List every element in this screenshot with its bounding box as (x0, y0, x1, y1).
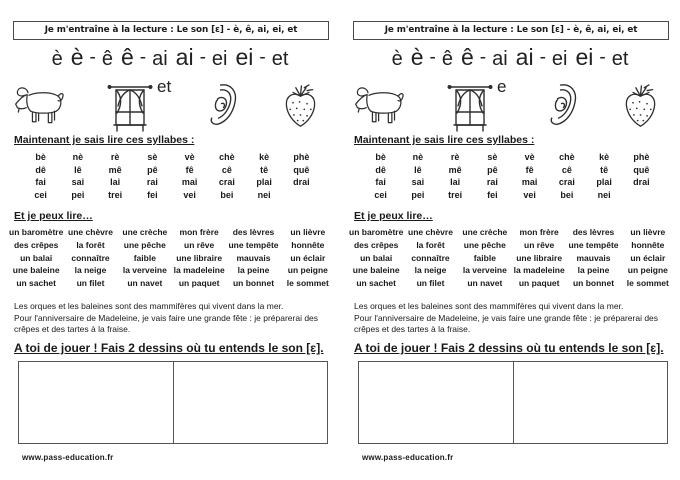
reading-sentences (14, 301, 322, 336)
word-cell: un bonnet (232, 278, 275, 289)
syllable-cell: bè (35, 152, 46, 162)
letters-row (340, 44, 680, 71)
word-cell: connaître (411, 252, 450, 263)
syllable-cell: lai (110, 177, 121, 188)
word-cell: un navet (467, 278, 503, 289)
words-heading: Et je peux lire… (14, 210, 93, 222)
syllable-cell: pê (147, 164, 158, 175)
letter-separator: - (599, 47, 606, 68)
syllable-cell: dê (375, 164, 386, 175)
syllable-cell: cei (374, 189, 387, 200)
word-cell: la verveine (122, 265, 167, 276)
grapheme: è (51, 48, 63, 70)
drawing-cell-2[interactable] (174, 362, 328, 443)
word-cell: mon frère (179, 227, 219, 237)
word-cell: des crêpes (353, 239, 399, 250)
syllable-cell: fai (35, 177, 46, 188)
syllable-cell: sè (487, 152, 498, 162)
word-cell: la neige (414, 265, 447, 276)
grapheme: è (391, 48, 403, 70)
syllable-cell: fê (185, 164, 194, 175)
syllable-cell: rè (450, 152, 460, 162)
syllable-cell: vè (524, 152, 535, 162)
grapheme: ai (492, 48, 508, 70)
syllable-cell: fê (525, 164, 534, 175)
syllable-cell: pê (487, 164, 498, 175)
letter-separator: - (89, 47, 96, 68)
syllable-cell: sai (411, 177, 425, 188)
syllable-cell: nei (257, 189, 271, 200)
syllable-cell: plai (596, 177, 612, 188)
syllable-cell: rai (146, 177, 158, 188)
word-cell: la peine (577, 265, 610, 276)
letter-separator: - (199, 47, 206, 68)
word-cell: un sachet (16, 278, 56, 289)
grapheme: ei (575, 44, 594, 70)
syllable-cell: drai (293, 177, 310, 188)
word-cell: une libraire (176, 252, 223, 263)
word-cell: une chèvre (408, 227, 453, 237)
grapheme: ei (211, 48, 228, 70)
word-cell: un bonnet (572, 278, 615, 289)
ear-image (544, 82, 579, 127)
syllable-cell: nei (597, 189, 611, 200)
word-cell: des lèvres (572, 227, 615, 237)
syllable-cell: dê (35, 164, 46, 175)
word-cell: des lèvres (232, 227, 275, 237)
footer-url: www.pass-education.fr (362, 453, 454, 462)
word-cell: un lièvre (290, 227, 326, 237)
word-cell: la verveine (462, 265, 507, 276)
grapheme: è (70, 44, 84, 70)
word-cell: la forêt (416, 239, 445, 250)
challenge-heading: A toi de jouer ! Fais 2 dessins où tu entends le son [ɛ]. (354, 341, 664, 355)
pictures-row (0, 77, 340, 138)
letter-separator: - (259, 47, 266, 68)
syllable-cell: kè (599, 152, 610, 162)
word-cell: un baromètre (349, 227, 404, 237)
grapheme: ê (441, 48, 453, 70)
syllable-cell: kè (259, 152, 270, 162)
title-banner (13, 21, 329, 40)
syllable-cell: vè (184, 152, 195, 162)
word-cell: une baleine (352, 265, 400, 276)
word-cell: une libraire (516, 252, 563, 263)
word-cell: une baleine (12, 265, 60, 276)
grapheme: ei (551, 48, 568, 70)
letter-separator: - (479, 47, 487, 68)
drawing-box (358, 361, 668, 444)
words-heading: Et je peux lire… (354, 210, 433, 222)
word-cell: mauvais (236, 252, 271, 263)
window-image (107, 83, 153, 133)
syllables-heading: Maintenant je sais lire ces syllabes : (14, 134, 195, 146)
grapheme: ê (120, 44, 134, 70)
letter-separator: - (539, 47, 546, 68)
syllable-cell: tê (260, 164, 269, 175)
word-cell: une pêche (463, 239, 506, 250)
word-cell: un balai (20, 252, 53, 263)
word-cell: la neige (74, 265, 107, 276)
syllable-cell: plai (256, 177, 272, 188)
syllable-cell: chè (219, 152, 235, 162)
word-cell: une pêche (123, 239, 166, 250)
word-cell: la madeleine (513, 265, 565, 276)
syllable-cell: crai (218, 177, 235, 188)
letter-separator: - (429, 47, 436, 68)
syllable-cell: tê (600, 164, 609, 175)
word-cell: un balai (360, 252, 393, 263)
footer-url: www.pass-education.fr (22, 453, 114, 462)
syllable-cell: mê (448, 164, 462, 175)
grapheme: et (271, 48, 289, 70)
syllable-cell: vei (183, 189, 196, 200)
words-grid (9, 227, 335, 288)
word-cell: un éclair (630, 252, 666, 263)
syllable-cell: trei (448, 189, 463, 200)
word-cell: un rêve (184, 239, 215, 250)
word-cell: le sommet (286, 278, 329, 289)
word-cell: un filet (76, 278, 105, 289)
syllable-cell: bei (560, 189, 574, 200)
syllable-cell: mai (521, 177, 538, 188)
word-cell: un paquet (178, 278, 220, 289)
syllable-cell: rai (486, 177, 498, 188)
title-banner (353, 21, 669, 40)
word-cell: faible (473, 252, 496, 263)
center-word: et (157, 77, 172, 96)
drawing-cell-2[interactable] (514, 362, 668, 443)
syllable-cell: nè (412, 152, 424, 162)
word-cell: un rêve (524, 239, 555, 250)
grapheme: et (611, 48, 629, 70)
syllables-grid (22, 152, 320, 200)
syllable-cell: mê (108, 164, 122, 175)
word-cell: le sommet (626, 278, 669, 289)
worksheet-title: Je m'entraîne à la lecture : Le son [ɛ] - è, ê, ai, ei, et (384, 25, 638, 35)
strawberry-image (620, 84, 661, 129)
letter-separator: - (139, 47, 147, 68)
word-cell: un baromètre (9, 227, 64, 237)
word-cell: connaître (71, 252, 110, 263)
word-cell: un peigne (627, 265, 668, 276)
syllable-cell: sai (71, 177, 85, 188)
syllable-cell: quê (633, 164, 650, 175)
reading-sentences (354, 301, 662, 336)
syllable-cell: fai (375, 177, 386, 188)
syllable-cell: vei (523, 189, 536, 200)
syllables-grid (362, 152, 660, 200)
syllable-cell: drai (633, 177, 650, 188)
word-cell: un lièvre (630, 227, 666, 237)
syllable-cell: pei (71, 189, 85, 200)
letters-row (0, 44, 340, 71)
syllable-cell: nè (72, 152, 84, 162)
syllable-cell: cei (34, 189, 47, 200)
syllable-cell: lai (450, 177, 461, 188)
goat-image (353, 83, 406, 127)
grapheme: ai (515, 44, 534, 70)
word-cell: un éclair (290, 252, 326, 263)
syllable-cell: fei (487, 189, 498, 200)
word-cell: un filet (416, 278, 445, 289)
syllable-cell: bei (220, 189, 234, 200)
grapheme: ei (235, 44, 254, 70)
word-cell: un paquet (518, 278, 560, 289)
syllable-cell: quê (293, 164, 310, 175)
syllables-heading: Maintenant je sais lire ces syllabes : (354, 134, 535, 146)
worksheet-page-right (340, 0, 680, 480)
drawing-box (18, 361, 328, 444)
sentence: Pour l'anniversaire de Madeleine, je vais faire une grande fête : je préparerai des crêpes et des tartes à la fraise. (354, 312, 659, 335)
syllable-cell: trei (108, 189, 123, 200)
syllable-cell: cê (561, 164, 572, 175)
pictures-row (340, 77, 680, 138)
center-word: e (497, 77, 507, 96)
strawberry-image (280, 84, 321, 129)
syllable-cell: phè (293, 152, 310, 162)
word-cell: mauvais (576, 252, 611, 263)
syllable-cell: cê (221, 164, 232, 175)
drawing-cell-1[interactable] (359, 362, 514, 443)
word-cell: honnête (291, 239, 325, 250)
syllable-cell: sè (147, 152, 158, 162)
grapheme: ê (101, 48, 113, 70)
sentence: Les orques et les baleines sont des mammifères qui vivent dans la mer. (14, 301, 284, 311)
syllable-cell: fei (147, 189, 158, 200)
syllable-cell: bè (375, 152, 386, 162)
syllable-cell: crai (558, 177, 575, 188)
syllable-cell: phè (633, 152, 650, 162)
word-cell: mon frère (519, 227, 559, 237)
grapheme: ê (460, 44, 474, 70)
syllable-cell: chè (559, 152, 575, 162)
grapheme: ai (152, 48, 168, 70)
word-cell: la peine (237, 265, 270, 276)
sentence: Pour l'anniversaire de Madeleine, je vais faire une grande fête : je préparerai des crêpes et des tartes à la fraise. (14, 312, 319, 335)
window-image (447, 83, 493, 133)
worksheet-title: Je m'entraîne à la lecture : Le son [ɛ] - è, ê, ai, ei, et (44, 25, 298, 35)
word-cell: des crêpes (13, 239, 59, 250)
sentence: Les orques et les baleines sont des mammifères qui vivent dans la mer. (354, 301, 624, 311)
syllable-cell: lê (414, 164, 422, 175)
word-cell: un sachet (356, 278, 396, 289)
syllable-cell: rè (110, 152, 120, 162)
words-grid (349, 227, 675, 288)
syllable-cell: lê (74, 164, 82, 175)
word-cell: une tempête (568, 239, 619, 250)
word-cell: honnête (631, 239, 665, 250)
word-cell: une crèche (122, 227, 168, 237)
ear-image (204, 82, 239, 127)
grapheme: ai (175, 44, 194, 70)
word-cell: la forêt (76, 239, 105, 250)
goat-image (13, 83, 66, 127)
word-cell: la madeleine (173, 265, 225, 276)
word-cell: un peigne (287, 265, 328, 276)
syllable-cell: mai (181, 177, 198, 188)
word-cell: une crèche (462, 227, 508, 237)
word-cell: faible (133, 252, 156, 263)
challenge-heading: A toi de jouer ! Fais 2 dessins où tu entends le son [ɛ]. (14, 341, 324, 355)
grapheme: è (410, 44, 424, 70)
word-cell: un navet (127, 278, 163, 289)
drawing-cell-1[interactable] (19, 362, 174, 443)
syllable-cell: pei (411, 189, 425, 200)
word-cell: une tempête (228, 239, 279, 250)
word-cell: une chèvre (68, 227, 113, 237)
